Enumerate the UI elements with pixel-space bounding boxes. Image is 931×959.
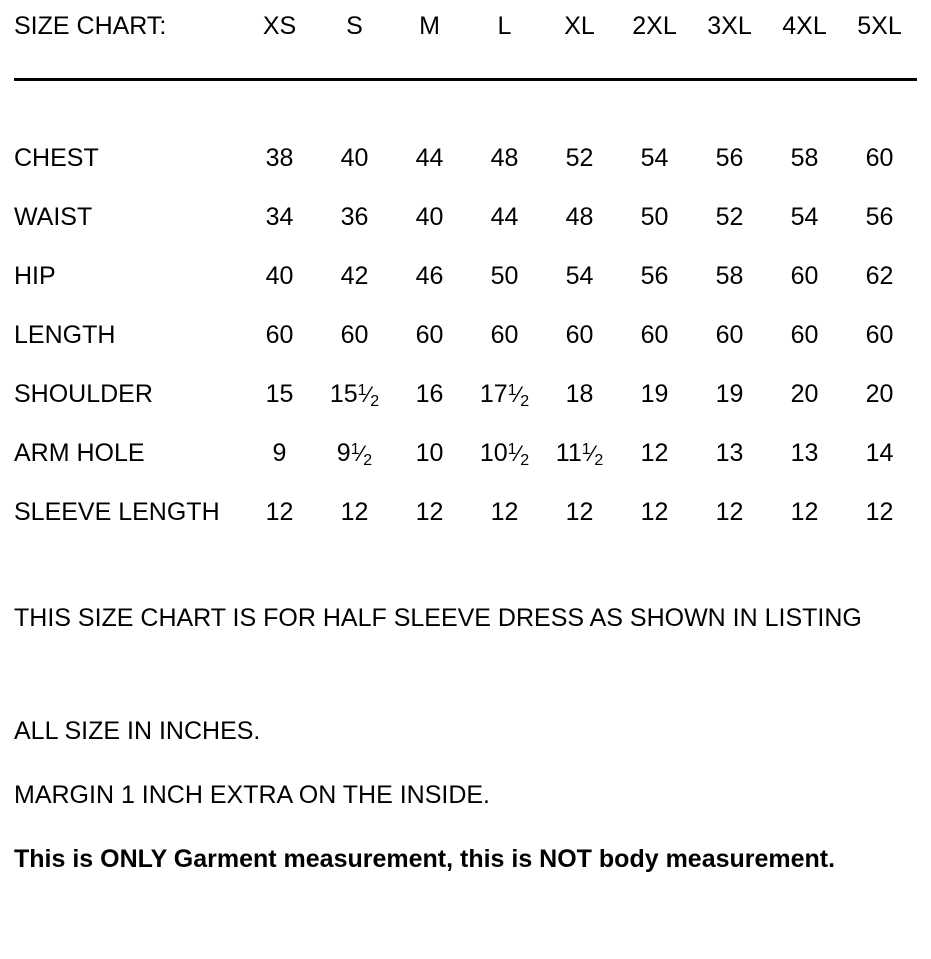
cell-hip-s: 42 <box>340 262 369 290</box>
column-header-2xl: 2XL <box>632 12 677 40</box>
cell-shoulder-xs: 15 <box>265 380 294 408</box>
cell-chest-4xl: 58 <box>790 144 819 172</box>
cell-waist-l: 44 <box>490 203 519 231</box>
cell-length-s: 60 <box>340 321 369 349</box>
cell-length-l: 60 <box>490 321 519 349</box>
cell-sleeve-length-m: 12 <box>415 498 444 526</box>
denominator: 2 <box>520 452 530 469</box>
row-label-sleeve-length: SLEEVE LENGTH <box>14 498 220 526</box>
numerator: 1 <box>507 440 517 458</box>
table-header-row <box>14 14 917 58</box>
cell-shoulder-5xl: 20 <box>865 380 894 408</box>
table-row <box>14 188 917 247</box>
fraction-value <box>479 439 530 469</box>
cell-chest-l: 48 <box>490 144 519 172</box>
table-row <box>14 365 917 424</box>
cell-sleeve-length-l: 12 <box>490 498 519 526</box>
whole-number: 17 <box>479 380 508 408</box>
fraction-value <box>329 380 380 410</box>
numerator: 1 <box>507 381 517 399</box>
cell-shoulder-2xl: 19 <box>640 380 669 408</box>
cell-waist-2xl: 50 <box>640 203 669 231</box>
column-header-s: S <box>346 12 363 40</box>
cell-waist-xs: 34 <box>265 203 294 231</box>
cell-length-2xl: 60 <box>640 321 669 349</box>
cell-sleeve-length-xl: 12 <box>565 498 594 526</box>
header-divider-row <box>14 58 917 81</box>
cell-arm-hole-l <box>467 424 542 483</box>
row-label-chest: CHEST <box>14 144 99 172</box>
table-row <box>14 424 917 483</box>
denominator: 2 <box>520 393 530 410</box>
row-label-shoulder: SHOULDER <box>14 380 153 408</box>
cell-length-5xl: 60 <box>865 321 894 349</box>
whole-number: 11 <box>555 439 582 467</box>
fraction-slash: ⁄ <box>516 441 521 466</box>
cell-hip-5xl: 62 <box>865 262 894 290</box>
cell-hip-2xl: 56 <box>640 262 669 290</box>
cell-waist-xl: 48 <box>565 203 594 231</box>
cell-length-m: 60 <box>415 321 444 349</box>
cell-hip-l: 50 <box>490 262 519 290</box>
numerator: 1 <box>357 381 367 399</box>
column-header-xs: XS <box>262 12 297 40</box>
cell-waist-3xl: 52 <box>715 203 744 231</box>
cell-shoulder-m: 16 <box>415 380 444 408</box>
cell-waist-5xl: 56 <box>865 203 894 231</box>
cell-waist-m: 40 <box>415 203 444 231</box>
numerator: 1 <box>581 440 591 458</box>
size-chart-table <box>14 14 917 542</box>
cell-hip-m: 46 <box>415 262 444 290</box>
table-row <box>14 247 917 306</box>
cell-length-3xl: 60 <box>715 321 744 349</box>
column-header-5xl: 5XL <box>857 12 902 40</box>
cell-chest-s: 40 <box>340 144 369 172</box>
fraction-value <box>336 439 373 469</box>
note-garment-measurement: This is ONLY Garment measurement, this is NOT body measurement. <box>14 845 836 873</box>
header-spacer-cell <box>14 81 917 129</box>
cell-chest-m: 44 <box>415 144 444 172</box>
cell-arm-hole-m: 10 <box>415 439 444 467</box>
cell-arm-hole-xl <box>542 424 617 483</box>
cell-arm-hole-2xl: 12 <box>640 439 669 467</box>
cell-arm-hole-s <box>317 424 392 483</box>
fraction-slash: ⁄ <box>359 441 364 466</box>
cell-sleeve-length-xs: 12 <box>265 498 294 526</box>
note-units: ALL SIZE IN INCHES. <box>14 717 261 745</box>
cell-sleeve-length-5xl: 12 <box>865 498 894 526</box>
cell-waist-s: 36 <box>340 203 369 231</box>
cell-length-4xl: 60 <box>790 321 819 349</box>
cell-shoulder-l <box>467 365 542 424</box>
cell-chest-2xl: 54 <box>640 144 669 172</box>
row-label-length: LENGTH <box>14 321 116 349</box>
cell-arm-hole-4xl: 13 <box>790 439 819 467</box>
cell-hip-3xl: 58 <box>715 262 744 290</box>
cell-chest-xs: 38 <box>265 144 294 172</box>
table-row <box>14 483 917 542</box>
denominator: 2 <box>594 452 604 469</box>
table-row <box>14 306 917 365</box>
cell-chest-5xl: 60 <box>865 144 894 172</box>
cell-sleeve-length-s: 12 <box>340 498 369 526</box>
fraction-value <box>479 380 530 410</box>
whole-number: 10 <box>479 439 508 467</box>
header-divider-cell <box>14 58 917 81</box>
fraction-slash: ⁄ <box>590 441 595 466</box>
cell-shoulder-4xl: 20 <box>790 380 819 408</box>
denominator: 2 <box>363 452 373 469</box>
row-label-arm-hole: ARM HOLE <box>14 439 145 467</box>
column-header-xl: XL <box>564 12 595 40</box>
page-title: SIZE CHART: <box>14 12 167 40</box>
cell-length-xs: 60 <box>265 321 294 349</box>
note-sleeve-type: THIS SIZE CHART IS FOR HALF SLEEVE DRESS AS SHOWN IN LISTING <box>14 604 862 632</box>
cell-sleeve-length-3xl: 12 <box>715 498 744 526</box>
fraction-slash: ⁄ <box>516 382 521 407</box>
cell-arm-hole-5xl: 14 <box>865 439 894 467</box>
cell-hip-xl: 54 <box>565 262 594 290</box>
column-header-m: M <box>419 12 440 40</box>
notes-section <box>14 606 917 872</box>
cell-shoulder-3xl: 19 <box>715 380 744 408</box>
column-header-l: L <box>497 12 512 40</box>
table-row <box>14 129 917 188</box>
row-label-waist: WAIST <box>14 203 93 231</box>
cell-shoulder-xl: 18 <box>565 380 594 408</box>
header-spacer-row <box>14 81 917 129</box>
whole-number: 15 <box>329 380 358 408</box>
cell-shoulder-s <box>317 365 392 424</box>
note-margin: MARGIN 1 INCH EXTRA ON THE INSIDE. <box>14 781 491 809</box>
cell-hip-xs: 40 <box>265 262 294 290</box>
whole-number: 9 <box>336 439 351 467</box>
cell-waist-4xl: 54 <box>790 203 819 231</box>
fraction-slash: ⁄ <box>366 382 371 407</box>
row-label-hip: HIP <box>14 262 56 290</box>
column-header-4xl: 4XL <box>782 12 827 40</box>
cell-arm-hole-3xl: 13 <box>715 439 744 467</box>
fraction-value <box>555 439 604 469</box>
cell-chest-3xl: 56 <box>715 144 744 172</box>
cell-chest-xl: 52 <box>565 144 594 172</box>
column-header-3xl: 3XL <box>707 12 752 40</box>
denominator: 2 <box>370 393 380 410</box>
cell-sleeve-length-2xl: 12 <box>640 498 669 526</box>
numerator: 1 <box>350 440 360 458</box>
cell-arm-hole-xs: 9 <box>272 439 287 467</box>
cell-hip-4xl: 60 <box>790 262 819 290</box>
cell-length-xl: 60 <box>565 321 594 349</box>
cell-sleeve-length-4xl: 12 <box>790 498 819 526</box>
